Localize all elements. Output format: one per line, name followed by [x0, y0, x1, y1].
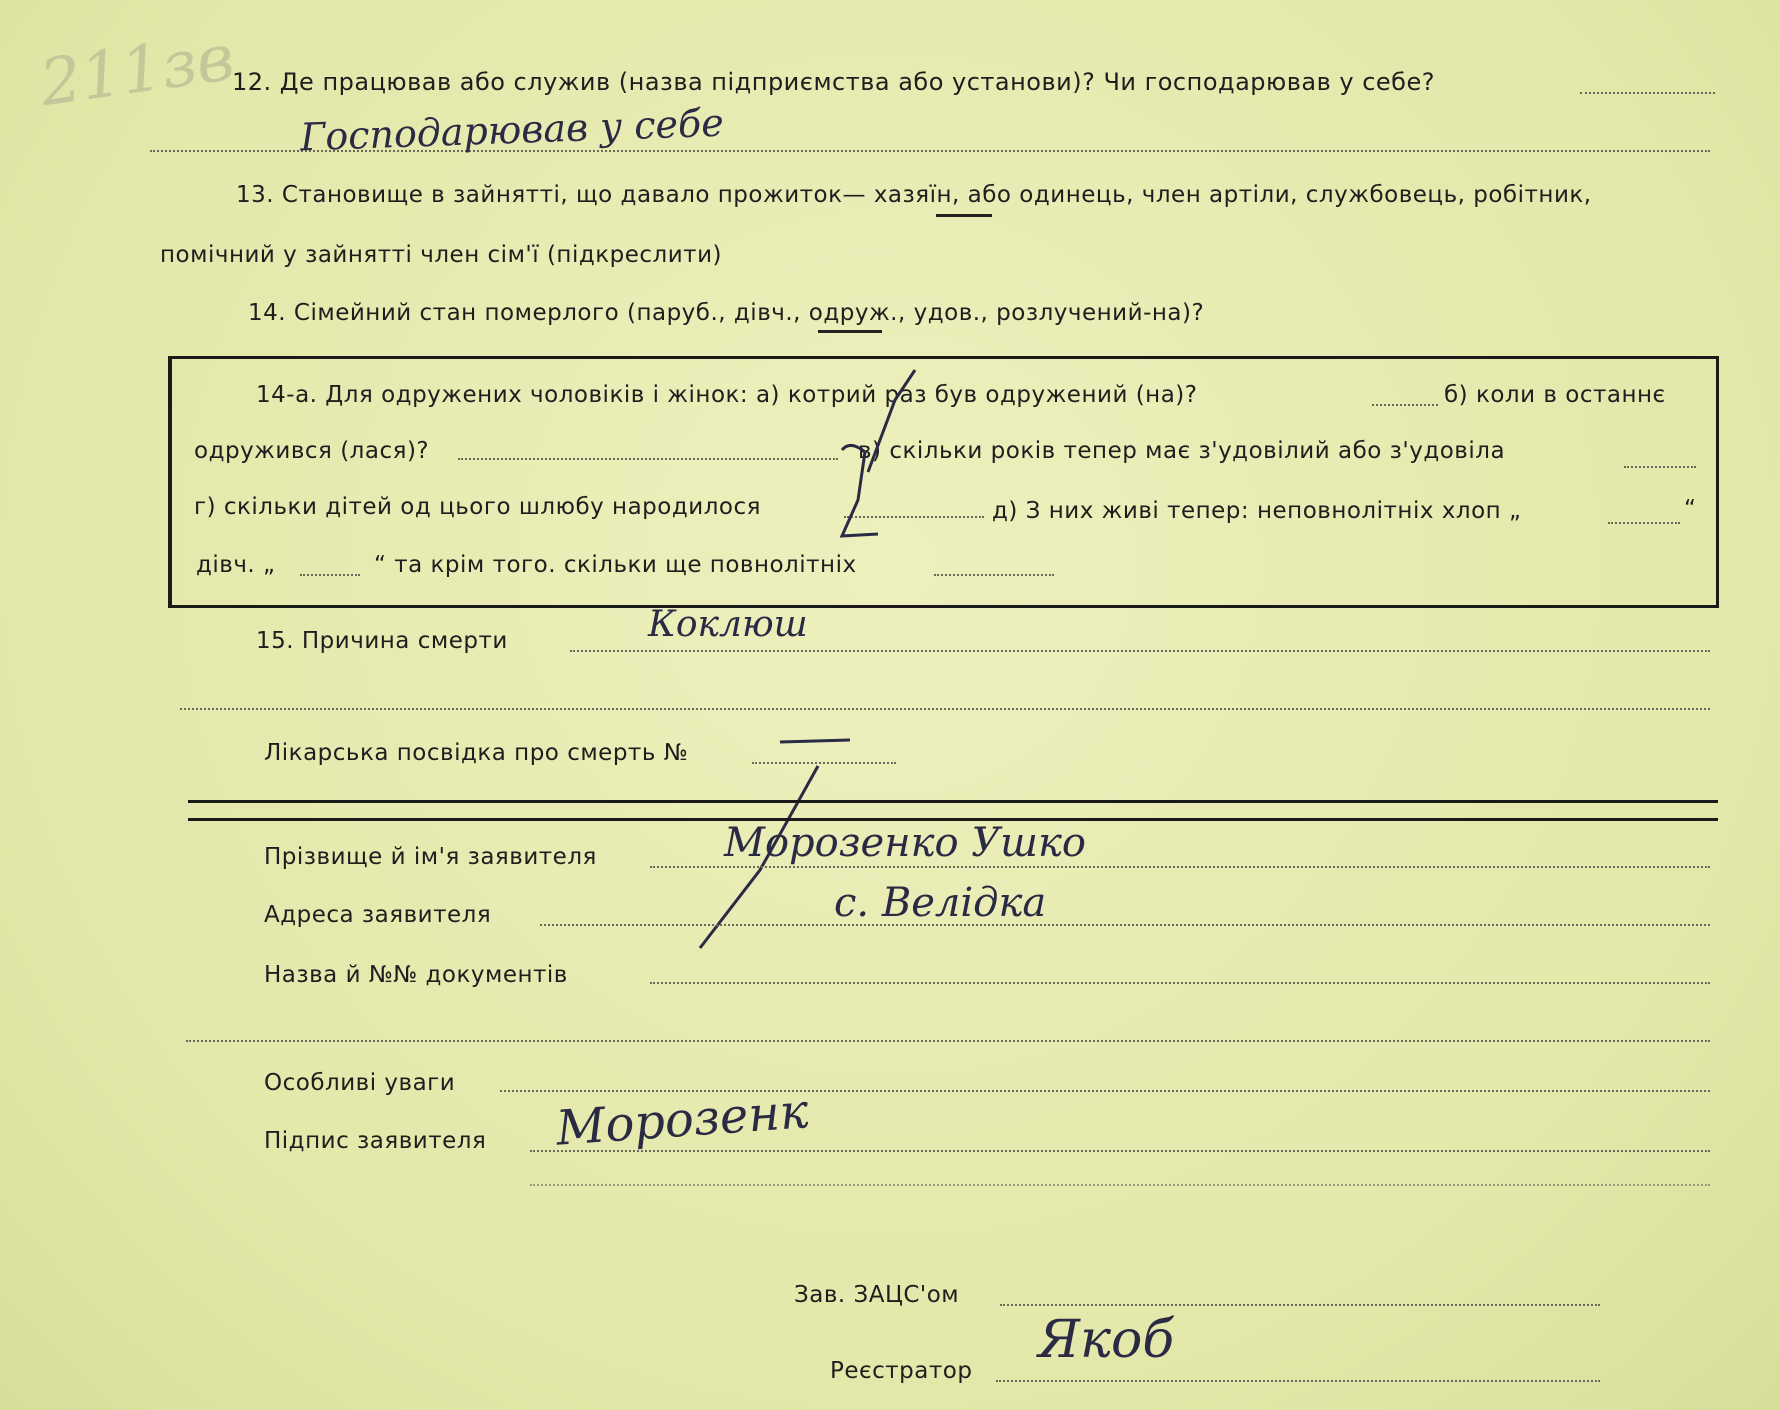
registrar-signature-handwriting: Якоб	[1038, 1310, 1175, 1370]
q14a-line4b: “ та крім того. скільки ще повнолітніх	[374, 552, 857, 578]
applicant-signature-handwriting: Морозенк	[554, 1083, 811, 1157]
medical-dots	[752, 762, 896, 764]
q14a-line3c: “	[1684, 496, 1697, 522]
q14a-line4: дівч. „	[196, 552, 276, 578]
q15-dots-1	[570, 650, 1710, 652]
archive-page-mark: 211зв	[35, 20, 239, 122]
extra-dots	[530, 1184, 1710, 1186]
q14a-line1: 14-а. Для одружених чоловіків і жінок: а) котрий раз був одружений (на)?	[256, 382, 1198, 408]
applicant-address-handwriting: с. Велідка	[834, 880, 1047, 926]
q13-label-line1: 13. Становище в зайнятті, що давало прожиток— хазяїн, або одинець, член артіли, службовець, робітник,	[236, 182, 1592, 208]
registrar-label: Реєстратор	[830, 1358, 973, 1384]
q14a-strike-stroke-1	[868, 370, 915, 472]
q14a-line3b: д) З них живі тепер: неповнолітніх хлоп „	[992, 498, 1522, 524]
q14a-line2b: в) скільки років тепер має з'удовілий або з'удовіла	[858, 438, 1506, 464]
applicant-name-dots	[650, 866, 1710, 868]
notes-label: Особливі уваги	[264, 1070, 456, 1096]
q12-label: 12. Де працював або служив (назва підприємства або установи)? Чи господарював у себе?	[232, 68, 1435, 96]
q14a-line3: г) скільки дітей од цього шлюбу народилося	[194, 494, 761, 520]
q12-answer-handwriting: Господарював у себе	[299, 100, 725, 160]
applicant-address-label: Адреса заявителя	[264, 902, 492, 928]
q15-dots-2	[180, 708, 1710, 710]
section-rule-top	[188, 800, 1718, 803]
registrar-dots	[996, 1380, 1600, 1382]
q13-label-line2: помічний у зайнятті член сім'ї (підкреслити)	[160, 242, 723, 268]
medical-label: Лікарська посвідка про смерть №	[264, 740, 689, 766]
applicant-signature-dots	[530, 1150, 1710, 1152]
applicant-docs-dots-1	[650, 982, 1710, 984]
applicant-docs-label: Назва й №№ документів	[264, 962, 568, 988]
medical-dash-stroke	[780, 740, 850, 742]
q14a-line1b: б) коли в останнє	[1444, 382, 1666, 408]
medical-answer	[800, 716, 820, 740]
applicant-docs-dots-2	[186, 1040, 1710, 1042]
q15-answer-handwriting: Коклюш	[648, 604, 808, 645]
q14a-line2: одружився (лася)?	[194, 438, 430, 464]
applicant-signature-label: Підпис заявителя	[264, 1128, 487, 1154]
q14-label: 14. Сімейний стан померлого (паруб., дівч., одруж., удов., розлучений-на)?	[248, 300, 1205, 326]
applicant-name-label: Прізвище й ім'я заявителя	[264, 844, 597, 870]
q15-label: 15. Причина смерти	[256, 628, 508, 654]
head-of-office-label: Зав. ЗАЦС'ом	[794, 1282, 960, 1308]
applicant-address-dots	[540, 924, 1710, 926]
applicant-name-handwriting: Морозенко Ушко	[724, 820, 1087, 866]
head-of-office-dots	[1000, 1304, 1600, 1306]
